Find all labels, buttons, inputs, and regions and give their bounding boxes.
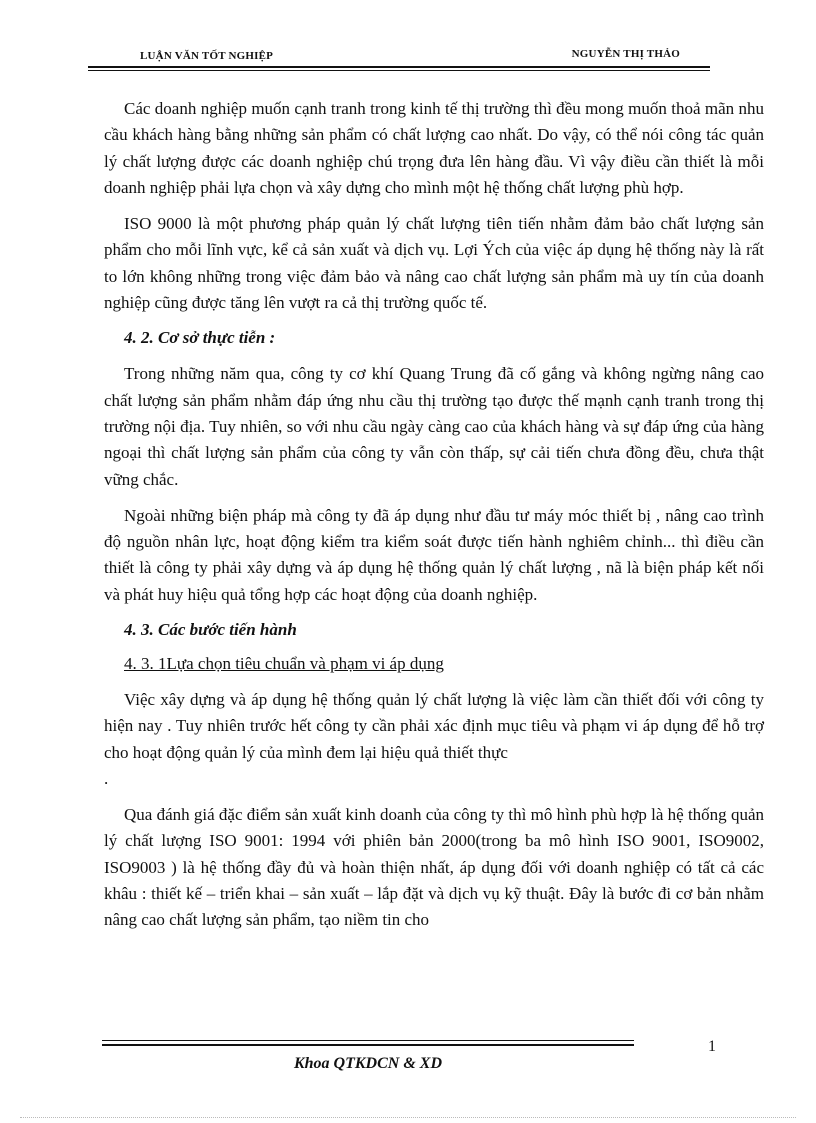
page-edge-divider <box>20 1117 796 1118</box>
section-heading-4-2: 4. 2. Cơ sở thực tiễn : <box>124 328 276 348</box>
header-divider <box>88 66 710 71</box>
header-thesis-label: LUẬN VĂN TỐT NGHIỆP <box>140 50 274 62</box>
paragraph-scope: Việc xây dựng và áp dụng hệ thống quản lý chất lượng là việc làm cần thiết đối với công ty hiện nay . Tuy nhiên trước hết công ty cần phải xác định mục tiêu và phạm vi áp dụng để hỗ trợ cho hoạt động quản lý của mình đem lại hiệu quả thiết thực <box>104 690 764 762</box>
subsection-heading-text: 4. 3. 1Lựa chọn tiêu chuẩn và phạm vi áp dụng <box>124 654 444 674</box>
header-author-name: NGUYỄN THỊ THẢO <box>571 48 680 60</box>
document-body <box>104 96 764 933</box>
paragraph-iso9001-model: Qua đánh giá đặc điểm sản xuất kinh doanh của công ty thì mô hình phù hợp là hệ thống quản lý chất lượng ISO 9001: 1994 với phiên bản 2000(trong ba mô hình ISO 9001, ISO9002, ISO9003 ) là hệ thống đầy đủ và hoàn thiện nhất, áp dụng đối với doanh nghiệp có tất cả các khâu : thiết kế – triển khai – sản xuất – lắp đặt và dịch vụ kỹ thuật. Đây là bước đi cơ bản nhằm nâng cao chất lượng sản phẩm, tạo niềm tin cho <box>104 804 764 930</box>
footer-faculty: Khoa QTKDCN & XD <box>293 1055 443 1072</box>
paragraph-competition: Các doanh nghiệp muốn cạnh tranh trong kinh tế thị trường thì đều mong muốn thoả mãn nhu cầu khách hàng bằng những sản phẩm có chất lượng cao nhất. Do vậy, có thể nói công tác quản lý chất lượng được các doanh nghiệp chú trọng đưa lên hàng đầu. Vì vậy điều cần thiết là mỗi doanh nghiệp phải lựa chọn và xây dựng cho mình một hệ thống chất lượng phù hợp. <box>104 99 764 197</box>
section-heading-4-3: 4. 3. Các bước tiến hành <box>124 620 297 640</box>
page-number: 1 <box>708 1038 716 1055</box>
paragraph-measures: Ngoài những biện pháp mà công ty đã áp dụng như đầu tư máy móc thiết bị , nâng cao trình độ nguồn nhân lực, hoạt động kiểm tra kiểm soát được tiến hành nghiêm chỉnh... thì điều cần thiết là công ty phải xây dựng và áp dụng hệ thống quản lý chất lượng , nã là biện pháp kết nối và phát huy hiệu quả tổng hợp các hoạt động của doanh nghiệp. <box>104 505 764 604</box>
paragraph-scope-end: . <box>104 768 109 788</box>
paragraph-quang-trung: Trong những năm qua, công ty cơ khí Quang Trung đã cố gắng và không ngừng nâng cao chất lượng sản phẩm nhằm đáp ứng nhu cầu thị trường tạo được thế mạnh cạnh tranh trong thị trường nội địa. Tuy nhiên, so với nhu cầu ngày càng cao của khách hàng và sự đáp ứng của hàng ngoại thì chất lượng sản phẩm của công ty vẫn còn thấp, sự cải tiến chưa đồng đều, chưa thật vững chắc. <box>104 364 764 489</box>
footer-divider <box>102 1040 634 1046</box>
subsection-heading-4-3-1 <box>104 651 764 677</box>
paragraph-iso9000: ISO 9000 là một phương pháp quản lý chất lượng tiên tiến nhằm đảm bảo chất lượng sản phẩm cho mỗi lĩnh vực, kể cả sản xuất và dịch vụ. Lợi Ých của việc áp dụng hệ thống này là rất to lớn không những trong việc đảm bảo và nâng cao chất lượng sản phẩm mà uy tín của doanh nghiệp cũng được tăng lên vượt ra cả thị trường quốc tế. <box>104 214 764 313</box>
page-header <box>88 48 710 74</box>
